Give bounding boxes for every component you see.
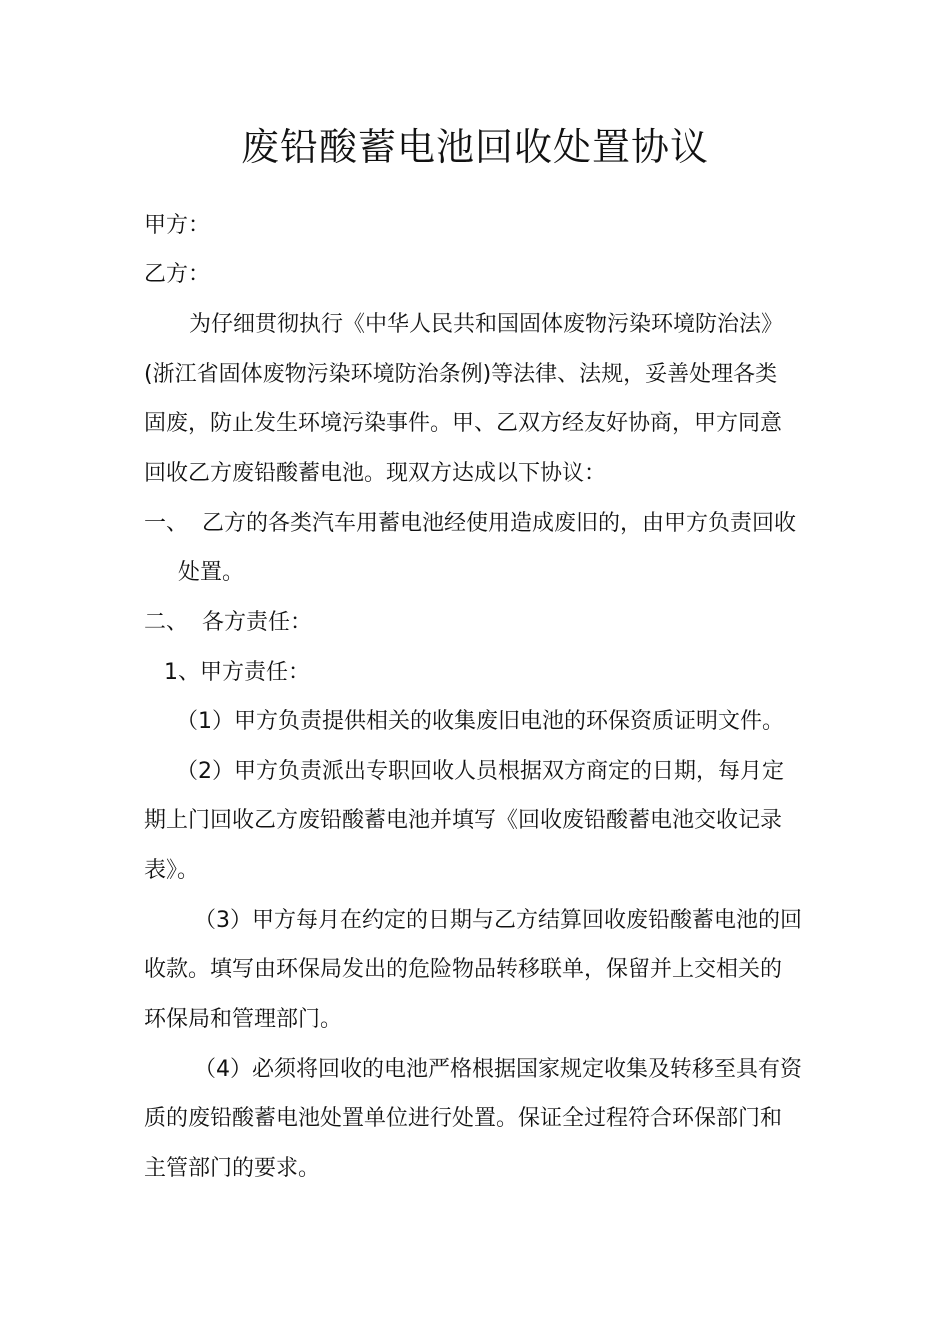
intro-line-3: 固废，防止发生环境污染事件。甲、乙双方经友好协商，甲方同意 <box>144 411 783 436</box>
duty-item-2-line-1: （2）甲方负责派出专职回收人员根据双方商定的日期，每月定 <box>176 759 784 784</box>
duty-item-4-line-2: 质的废铅酸蓄电池处置单位进行处置。保证全过程符合环保部门和 <box>144 1106 783 1131</box>
duty-item-4-line-3: 主管部门的要求。 <box>144 1156 321 1181</box>
intro-line-2: (浙江省固体废物污染环境防治条例)等法律、法规，妥善处理各类 <box>144 362 778 387</box>
party-b-label: 乙方： <box>144 262 211 287</box>
section-1-line-2: 处置。 <box>178 560 245 585</box>
duty-item-3-line-2: 收款。填写由环保局发出的危险物品转移联单，保留并上交相关的 <box>144 957 783 982</box>
section-2-number: 二、 <box>144 610 189 635</box>
duty-item-2-line-2: 期上门回收乙方废铅酸蓄电池并填写《回收废铅酸蓄电池交收记录 <box>144 808 783 833</box>
document-title: 废铅酸蓄电池回收处置协议 <box>240 125 709 169</box>
duty-item-2-line-3: 表》。 <box>144 858 200 883</box>
intro-line-4: 回收乙方废铅酸蓄电池。现双方达成以下协议： <box>144 461 607 486</box>
duty-item-3-line-1: （3）甲方每月在约定的日期与乙方结算回收废铅酸蓄电池的回 <box>194 908 802 933</box>
duty-item-4-line-1: （4）必须将回收的电池严格根据国家规定收集及转移至具有资 <box>194 1057 802 1082</box>
intro-line-1: 为仔细贯彻执行《中华人民共和国固体废物污染环境防治法》 <box>189 312 784 337</box>
duty-item-1: （1）甲方负责提供相关的收集废旧电池的环保资质证明文件。 <box>176 709 784 734</box>
party-a-duties-heading: 1、甲方责任： <box>164 660 310 685</box>
party-a-label: 甲方： <box>144 213 211 238</box>
duty-item-3-line-3: 环保局和管理部门。 <box>144 1007 343 1032</box>
section-1-number: 一、 <box>144 511 189 536</box>
section-2-heading: 各方责任： <box>202 610 313 635</box>
section-1-line-1: 乙方的各类汽车用蓄电池经使用造成废旧的，由甲方负责回收 <box>202 511 797 536</box>
